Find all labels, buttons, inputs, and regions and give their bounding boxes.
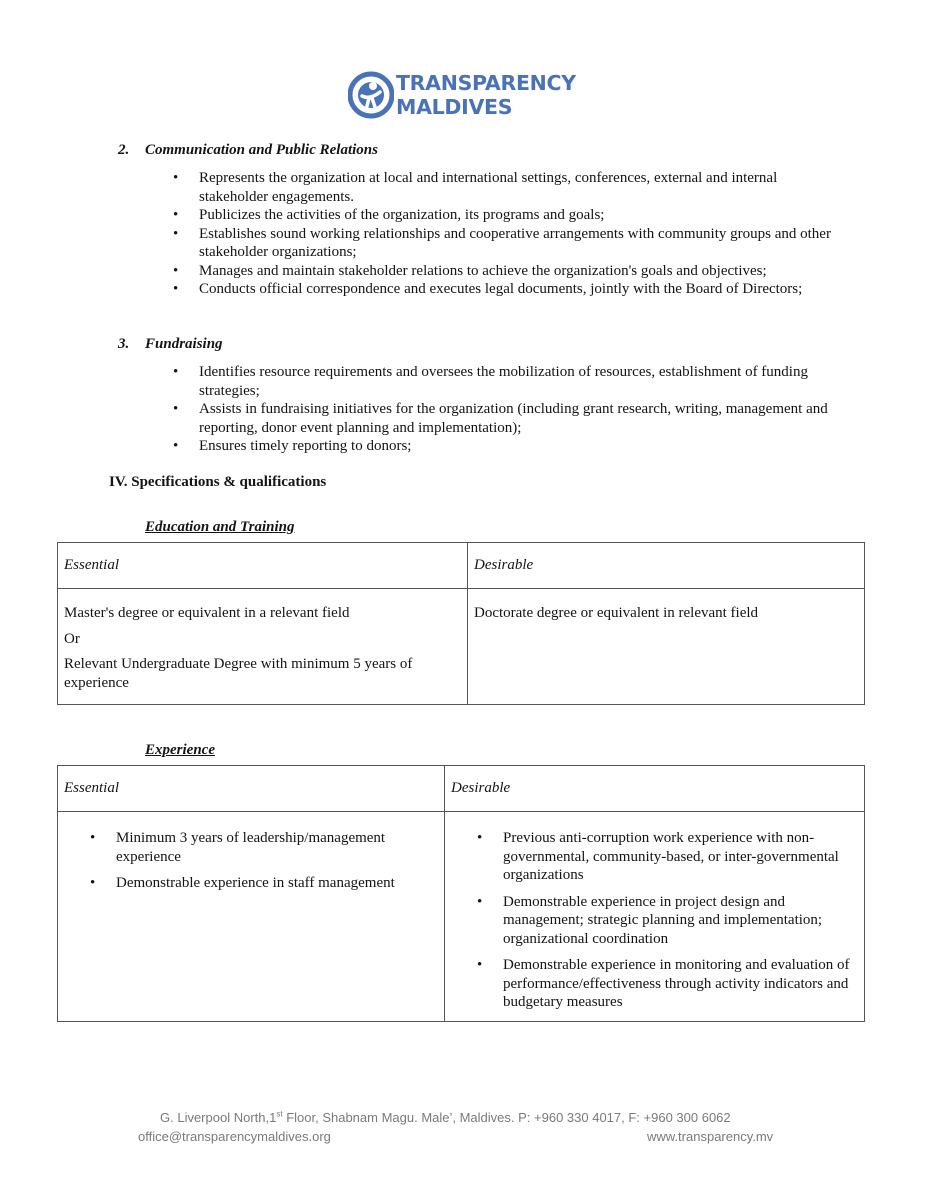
education-desirable-header: Desirable (468, 543, 865, 589)
list-item: • Represents the organization at local and international settings, conferences, external and internal stakeholder engagements. (199, 169, 849, 206)
education-desirable-cell (468, 589, 865, 705)
fundraising-list (199, 363, 849, 456)
section-heading-fundraising (118, 335, 223, 354)
list-item: • Conducts official correspondence and executes legal documents, jointly with the Board of Directors; (199, 280, 849, 299)
education-essential-header: Essential (58, 543, 468, 589)
section-number: 2. (118, 142, 130, 158)
list-item: • Assists in fundraising initiatives for the organization (including grant research, writing, management and reporting, donor event planning and implementation); (199, 400, 849, 437)
experience-desirable-cell (445, 812, 865, 1022)
list-item: • Previous anti-corruption work experience with non-governmental, community-based, or inter-governmental organizations (451, 829, 858, 885)
footer-address-end: Floor, Shabnam Magu. Male’, Maldives. P: +960 330 4017, F: +960 300 6062 (282, 1110, 731, 1125)
education-essential-text: Master's degree or equivalent in a relevant field (64, 605, 350, 621)
education-essential-text: Relevant Undergraduate Degree with minimum 5 years of experience (64, 656, 413, 691)
specifications-heading: IV. Specifications & qualifications (109, 474, 327, 490)
list-item: • Demonstrable experience in monitoring and evaluation of performance/effectiveness through activity indicators and budgetary measures (451, 956, 858, 1012)
experience-heading: Experience (145, 742, 215, 758)
logo-line-1: TRANSPARENCY (396, 71, 576, 95)
footer-address-superscript: st (276, 1109, 283, 1119)
footer-email[interactable]: office@transparencymaldives.org (138, 1129, 331, 1144)
education-table (57, 542, 865, 705)
experience-essential-list (64, 829, 424, 893)
education-essential-cell (58, 589, 468, 705)
experience-desirable-header: Desirable (445, 766, 865, 812)
list-item: • Manages and maintain stakeholder relations to achieve the organization's goals and objectives; (199, 262, 849, 281)
section-heading-communication (118, 141, 378, 160)
education-heading: Education and Training (145, 519, 295, 535)
list-item: • Demonstrable experience in project design and management; strategic planning and implementation; organizational coordination (451, 893, 858, 949)
communication-list (199, 169, 849, 299)
footer-address-start: G. Liverpool North,1 (160, 1110, 277, 1125)
list-item: • Establishes sound working relationships and cooperative arrangements with community groups and other stakeholder organizations; (199, 225, 849, 262)
footer-address (160, 1110, 731, 1126)
section-title: Fundraising (145, 336, 223, 352)
logo-wordmark (396, 71, 576, 119)
education-essential-text: Or (64, 630, 80, 647)
education-desirable-text: Doctorate degree or equivalent in relevant field (474, 605, 759, 621)
logo-line-2: MALDIVES (396, 95, 513, 119)
section-number: 3. (118, 336, 130, 352)
experience-desirable-list (451, 829, 858, 1012)
list-item: • Demonstrable experience in staff management (64, 874, 424, 893)
list-item: • Publicizes the activities of the organization, its programs and goals; (199, 206, 849, 225)
logo-emblem-icon (348, 70, 394, 120)
section-title: Communication and Public Relations (145, 142, 378, 158)
list-item: • Ensures timely reporting to donors; (199, 437, 849, 456)
footer-website[interactable]: www.transparency.mv (647, 1129, 774, 1144)
experience-essential-header: Essential (58, 766, 445, 812)
list-item: • Minimum 3 years of leadership/management experience (64, 829, 424, 866)
organization-logo (348, 70, 588, 122)
experience-table (57, 765, 865, 1022)
list-item: • Identifies resource requirements and oversees the mobilization of resources, establishment of funding strategies; (199, 363, 849, 400)
experience-essential-cell (58, 812, 445, 1022)
